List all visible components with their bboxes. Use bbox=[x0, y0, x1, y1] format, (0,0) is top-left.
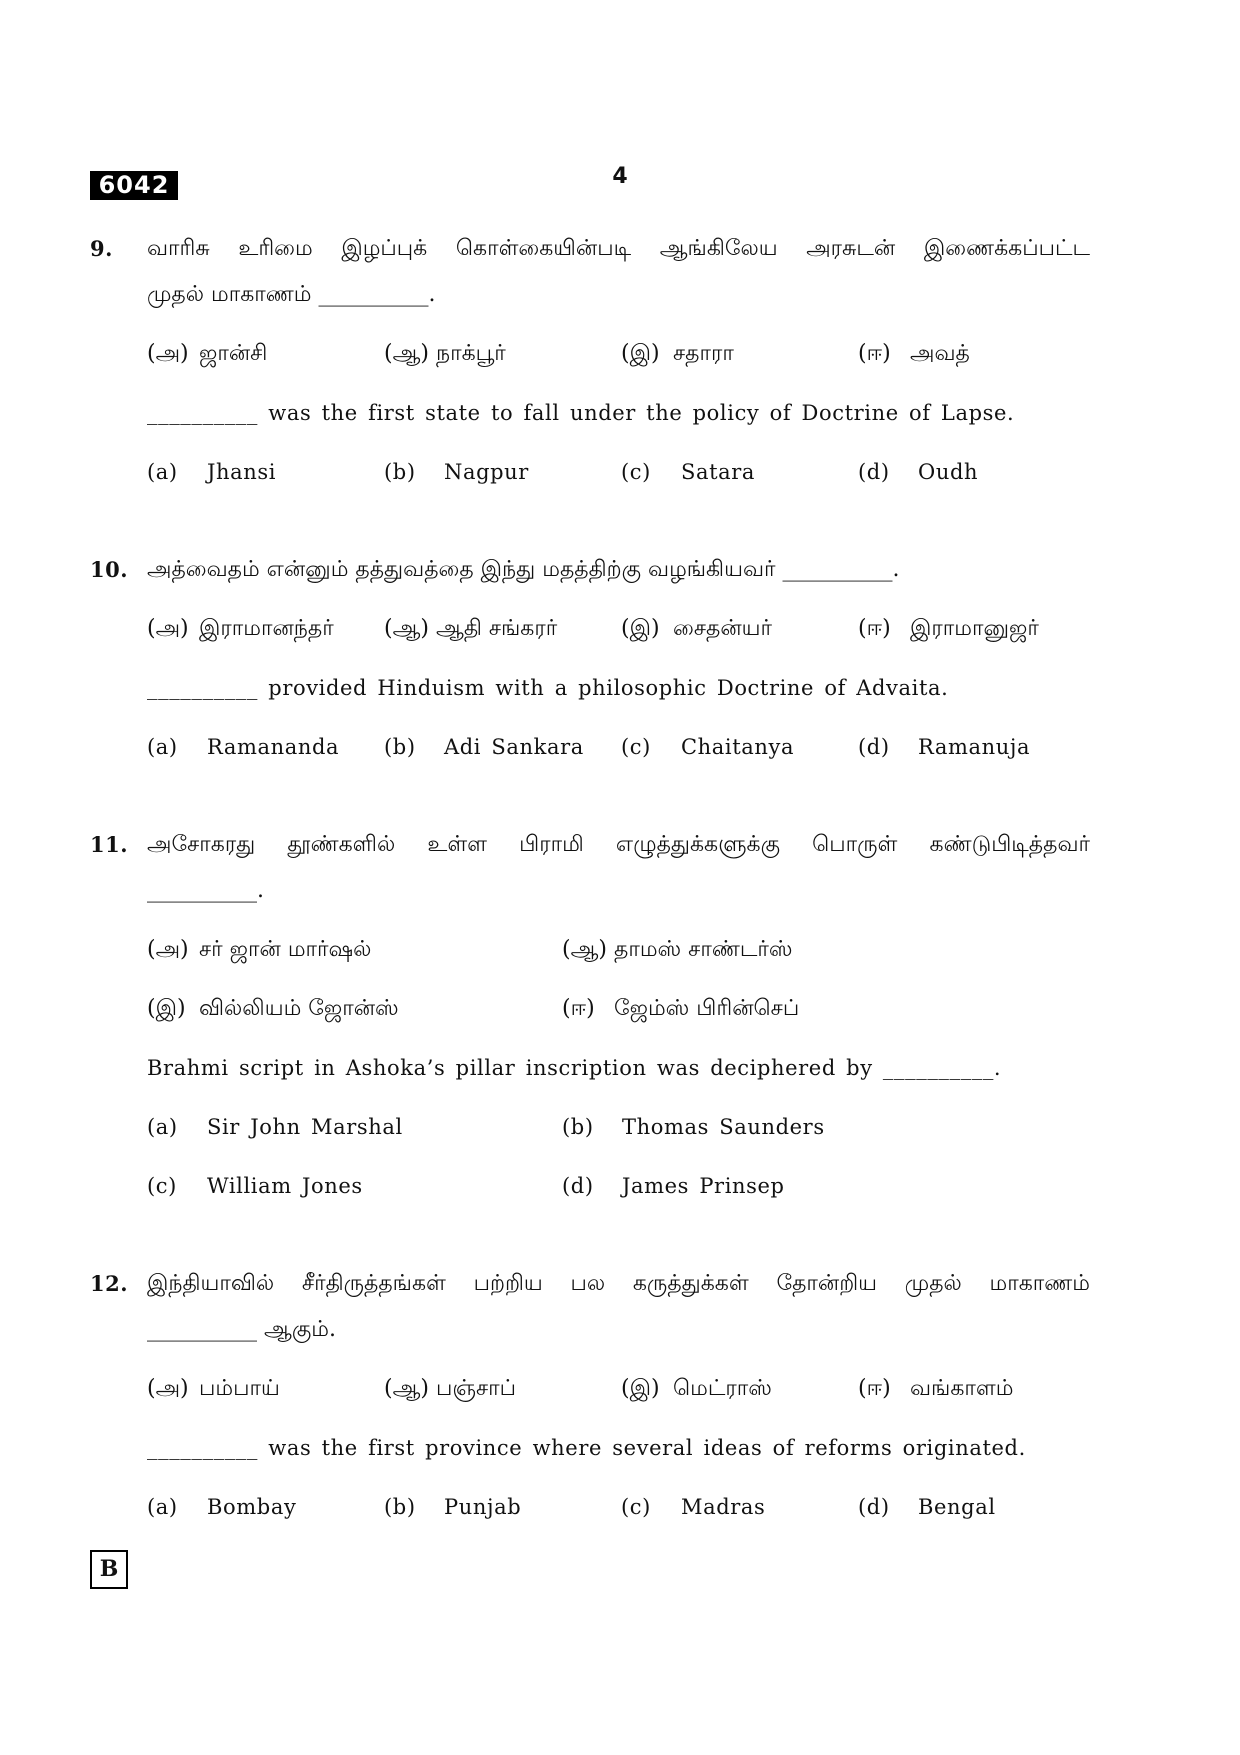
option-text: Punjab bbox=[444, 1495, 522, 1519]
question-9 bbox=[90, 226, 1090, 495]
option-label: (அ) bbox=[147, 1376, 189, 1401]
question-text-english: Brahmi script in Ashoka’s pillar inscription was deciphered by __________. bbox=[147, 1056, 1002, 1080]
option-d bbox=[858, 724, 1095, 770]
option-d bbox=[562, 1163, 977, 1209]
option-4-tamil bbox=[858, 606, 1095, 652]
option-4-tamil bbox=[562, 986, 977, 1032]
option-text: Ramananda bbox=[207, 735, 340, 759]
question-11 bbox=[90, 822, 1090, 1209]
question-list bbox=[90, 226, 1090, 1589]
question-text-tamil-line: அசோகரது தூண்களில் உள்ள பிராமி எழுத்துக்களுக்கு பொருள் கண்டுபிடித்தவர் bbox=[147, 832, 1090, 857]
question-text-tamil-line: அத்வைதம் என்னும் தத்துவத்தை இந்து மதத்திற்கு வழங்கியவர் __________. bbox=[147, 557, 900, 582]
option-3-tamil bbox=[147, 986, 562, 1032]
option-b bbox=[384, 1484, 621, 1530]
option-label: (d) bbox=[858, 1495, 890, 1519]
option-text: Madras bbox=[681, 1495, 766, 1519]
option-4-tamil bbox=[858, 331, 1095, 377]
question-text-tamil bbox=[147, 547, 1090, 593]
options-tamil-row-1 bbox=[147, 927, 1090, 973]
option-label: (b) bbox=[384, 460, 416, 484]
option-label: (a) bbox=[147, 1115, 178, 1139]
option-text: Thomas Saunders bbox=[622, 1115, 825, 1139]
option-label: (அ) bbox=[147, 616, 189, 641]
option-label: (ஆ) bbox=[384, 616, 429, 641]
question-10 bbox=[90, 547, 1090, 770]
option-text: வங்காளம் bbox=[910, 1376, 1014, 1401]
options-tamil bbox=[147, 1366, 1090, 1412]
options-english bbox=[147, 724, 1090, 770]
options-english bbox=[147, 1484, 1090, 1530]
option-text: நாக்பூர் bbox=[436, 341, 506, 366]
option-text: ஜான்சி bbox=[199, 341, 268, 366]
question-text-tamil-line: __________ ஆகும். bbox=[147, 1317, 336, 1342]
option-3-tamil bbox=[621, 606, 858, 652]
option-label: (இ) bbox=[621, 341, 660, 366]
option-2-tamil bbox=[384, 606, 621, 652]
option-text: Sir John Marshal bbox=[207, 1115, 403, 1139]
option-label: (ஈ) bbox=[858, 341, 891, 366]
options-english-row-2 bbox=[147, 1163, 1090, 1209]
options-english bbox=[147, 449, 1090, 495]
option-d bbox=[858, 449, 1095, 495]
option-text: சைதன்யர் bbox=[673, 616, 773, 641]
option-label: (ஆ) bbox=[384, 1376, 429, 1401]
option-label: (a) bbox=[147, 1495, 178, 1519]
option-text: மெட்ராஸ் bbox=[673, 1376, 772, 1401]
option-c bbox=[147, 1163, 562, 1209]
option-label: (அ) bbox=[147, 341, 189, 366]
question-number: 12. bbox=[90, 1271, 129, 1296]
option-a bbox=[147, 449, 384, 495]
options-english-row-1 bbox=[147, 1104, 1090, 1150]
page-number: 4 bbox=[612, 164, 628, 189]
option-label: (ஆ) bbox=[562, 937, 607, 962]
option-label: (c) bbox=[621, 735, 651, 759]
option-label: (b) bbox=[384, 1495, 416, 1519]
option-b bbox=[562, 1104, 977, 1150]
option-label: (இ) bbox=[621, 616, 660, 641]
question-text-tamil-line: __________. bbox=[147, 878, 264, 903]
paper-code-badge: 6042 bbox=[90, 171, 178, 200]
question-text-english: __________ was the first province where several ideas of reforms originated. bbox=[147, 1436, 1026, 1460]
option-1-tamil bbox=[147, 606, 384, 652]
option-text: Jhansi bbox=[207, 460, 277, 484]
option-label: (ஆ) bbox=[384, 341, 429, 366]
question-text-tamil-line: வாரிசு உரிமை இழப்புக் கொள்கையின்படி ஆங்கிலேய அரசுடன் இணைக்கப்பட்ட bbox=[147, 236, 1090, 261]
option-d bbox=[858, 1484, 1095, 1530]
option-1-tamil bbox=[147, 1366, 384, 1412]
option-label: (b) bbox=[562, 1115, 594, 1139]
option-c bbox=[621, 1484, 858, 1530]
option-label: (a) bbox=[147, 735, 178, 759]
question-number: 9. bbox=[90, 236, 113, 261]
option-label: (b) bbox=[384, 735, 416, 759]
option-text: அவத் bbox=[910, 341, 970, 366]
option-text: ஆதி சங்கரர் bbox=[436, 616, 558, 641]
question-number: 10. bbox=[90, 557, 129, 582]
option-text: Chaitanya bbox=[681, 735, 795, 759]
option-3-tamil bbox=[621, 331, 858, 377]
option-a bbox=[147, 1484, 384, 1530]
option-c bbox=[621, 724, 858, 770]
option-label: (d) bbox=[562, 1174, 594, 1198]
option-text: Satara bbox=[681, 460, 756, 484]
question-text-tamil bbox=[147, 226, 1090, 318]
option-label: (c) bbox=[621, 460, 651, 484]
option-1-tamil bbox=[147, 331, 384, 377]
question-text-tamil-line: முதல் மாகாணம் __________. bbox=[147, 282, 436, 307]
option-text: Adi Sankara bbox=[444, 735, 584, 759]
option-b bbox=[384, 724, 621, 770]
question-text-english: __________ provided Hinduism with a philosophic Doctrine of Advaita. bbox=[147, 676, 949, 700]
option-text: James Prinsep bbox=[622, 1174, 785, 1198]
options-tamil-row-2 bbox=[147, 986, 1090, 1032]
question-text-tamil-line: இந்தியாவில் சீர்திருத்தங்கள் பற்றிய பல கருத்துக்கள் தோன்றிய முதல் மாகாணம் bbox=[147, 1271, 1090, 1296]
option-text: பம்பாய் bbox=[199, 1376, 280, 1401]
question-12 bbox=[90, 1261, 1090, 1530]
option-text: தாமஸ் சாண்டர்ஸ் bbox=[614, 937, 793, 962]
option-text: William Jones bbox=[207, 1174, 363, 1198]
option-text: Ramanuja bbox=[918, 735, 1031, 759]
option-text: Nagpur bbox=[444, 460, 529, 484]
option-label: (ஈ) bbox=[562, 996, 595, 1021]
option-b bbox=[384, 449, 621, 495]
option-a bbox=[147, 724, 384, 770]
option-3-tamil bbox=[621, 1366, 858, 1412]
option-text: சதாரா bbox=[673, 341, 734, 366]
question-text-tamil bbox=[147, 1261, 1090, 1353]
option-label: (ஈ) bbox=[858, 616, 891, 641]
option-text: Bombay bbox=[207, 1495, 297, 1519]
options-tamil bbox=[147, 331, 1090, 377]
option-label: (a) bbox=[147, 460, 178, 484]
question-number: 11. bbox=[90, 832, 129, 857]
option-text: இராமானுஜர் bbox=[910, 616, 1039, 641]
option-2-tamil bbox=[384, 331, 621, 377]
option-label: (d) bbox=[858, 460, 890, 484]
option-label: (இ) bbox=[147, 996, 186, 1021]
options-tamil bbox=[147, 606, 1090, 652]
option-text: வில்லியம் ஜோன்ஸ் bbox=[199, 996, 399, 1021]
option-text: Bengal bbox=[918, 1495, 996, 1519]
option-text: ஜேம்ஸ் பிரின்செப் bbox=[614, 996, 800, 1021]
option-c bbox=[621, 449, 858, 495]
option-a bbox=[147, 1104, 562, 1150]
booklet-series-box: B bbox=[90, 1550, 128, 1589]
question-text-tamil bbox=[147, 822, 1090, 914]
option-label: (அ) bbox=[147, 937, 189, 962]
option-2-tamil bbox=[562, 927, 977, 973]
option-text: சர் ஜான் மார்ஷல் bbox=[199, 937, 372, 962]
option-text: இராமானந்தர் bbox=[199, 616, 334, 641]
option-1-tamil bbox=[147, 927, 562, 973]
question-text-english: __________ was the first state to fall under the policy of Doctrine of Lapse. bbox=[147, 401, 1015, 425]
option-label: (ஈ) bbox=[858, 1376, 891, 1401]
option-label: (c) bbox=[621, 1495, 651, 1519]
option-4-tamil bbox=[858, 1366, 1095, 1412]
option-2-tamil bbox=[384, 1366, 621, 1412]
option-text: பஞ்சாப் bbox=[436, 1376, 517, 1401]
option-text: Oudh bbox=[918, 460, 979, 484]
option-label: (இ) bbox=[621, 1376, 660, 1401]
option-label: (c) bbox=[147, 1174, 177, 1198]
option-label: (d) bbox=[858, 735, 890, 759]
